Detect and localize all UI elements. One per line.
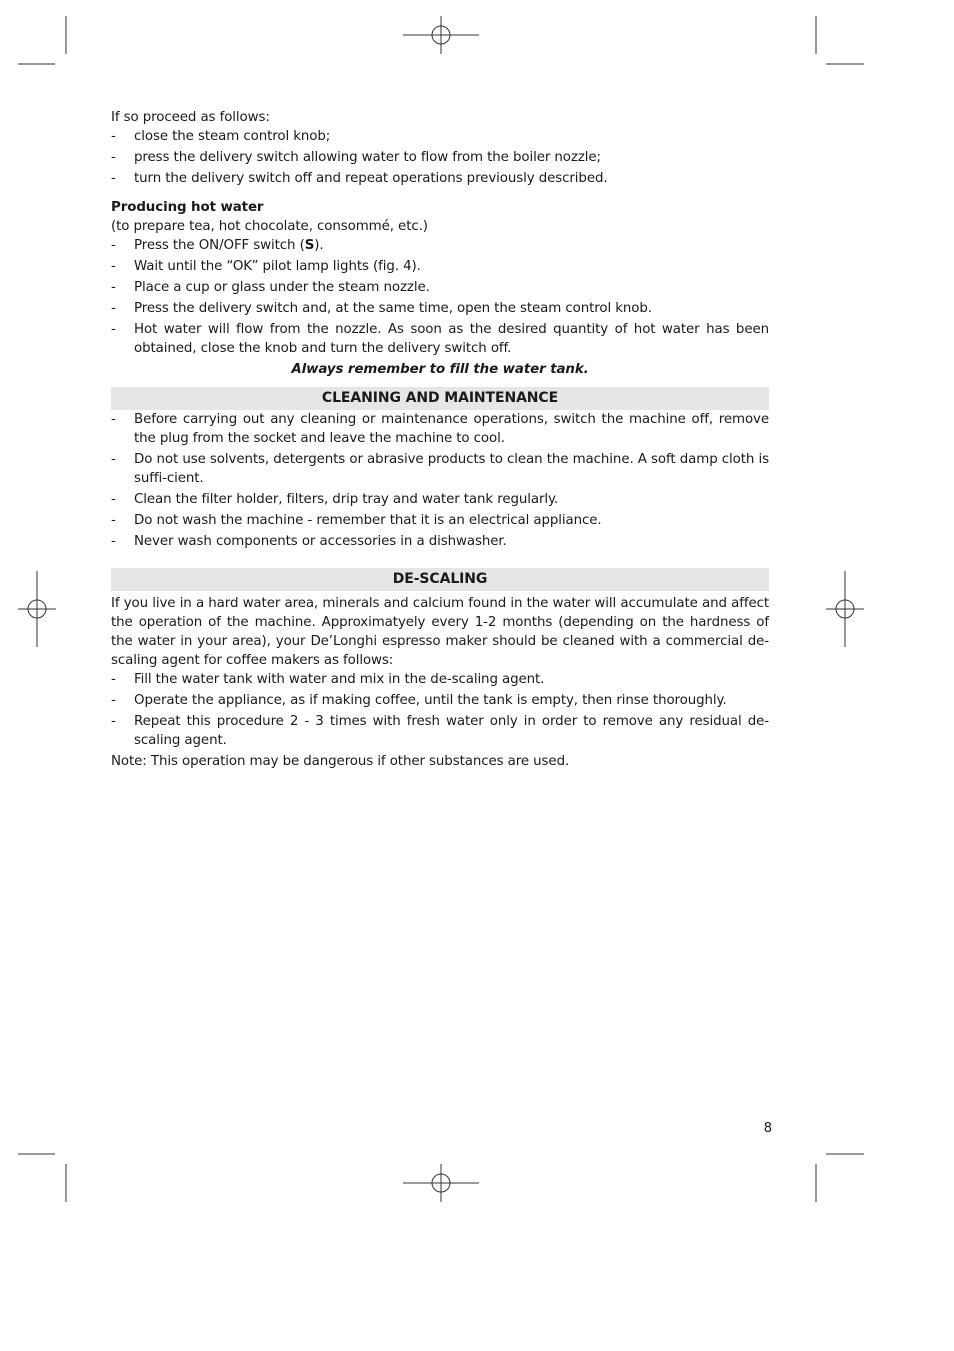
step-text: Press the ON/OFF switch ( [134,238,305,253]
list-item: - Repeat this procedure 2 - 3 times with fresh water only in order to remove any residual de-scaling agent. [111,712,769,750]
list-item: - Hot water will flow from the nozzle. As soon as the desired quantity of hot water has been obtained, close the knob and turn the delivery switch off. [111,320,769,358]
list-item: - Before carrying out any cleaning or maintenance operations, switch the machine off, remove the plug from the socket and leave the machine to cool. [111,410,769,448]
reminder-note: Always remember to fill the water tank. [291,362,589,377]
list-item: - Never wash components or accessories in a dishwasher. [111,532,769,551]
cleaning-section-heading: CLEANING AND MAINTENANCE [111,387,769,410]
intro-steps [111,127,769,188]
descaling-note: Note: This operation may be dangerous if other substances are used. [111,754,570,769]
list-item: - Do not wash the machine - remember that it is an electrical appliance. [111,511,769,530]
intro-lead: If so proceed as follows: [111,110,270,125]
list-item: - press the delivery switch allowing water to flow from the boiler nozzle; [111,148,769,167]
switch-letter: S [304,238,315,253]
descaling-intro: If you live in a hard water area, minerals and calcium found in the water will accumulate and affect the operation of the machine. Approximatyely every 1-2 months (depending on the hardness of the water in your area), your De’Longhi espresso maker should be cleaned with a commercial de-scaling agent for coffee makers as follows: [111,596,769,668]
list-item [111,236,769,255]
step-text: ). [314,238,324,253]
list-item: - Place a cup or glass under the steam nozzle. [111,278,769,297]
list-item: - Operate the appliance, as if making coffee, until the tank is empty, then rinse thoroughly. [111,691,769,710]
list-item: - Clean the filter holder, filters, drip tray and water tank regularly. [111,490,769,509]
hot-water-steps [111,236,769,358]
cleaning-list [111,410,769,551]
descaling-section-heading: DE-SCALING [111,568,769,591]
hot-water-heading: Producing hot water [111,200,264,215]
list-item: - turn the delivery switch off and repeat operations previously described. [111,169,769,188]
list-item: - Wait until the “OK” pilot lamp lights (fig. 4). [111,257,769,276]
page-number: 8 [763,1121,772,1136]
page-content [111,108,769,771]
list-item: - Do not use solvents, detergents or abrasive products to clean the machine. A soft damp cloth is suffi-cient. [111,450,769,488]
list-item: - close the steam control knob; [111,127,769,146]
descaling-list [111,670,769,750]
list-item: - Fill the water tank with water and mix in the de-scaling agent. [111,670,769,689]
hot-water-subtitle: (to prepare tea, hot chocolate, consommé, etc.) [111,219,428,234]
list-item: - Press the delivery switch and, at the same time, open the steam control knob. [111,299,769,318]
